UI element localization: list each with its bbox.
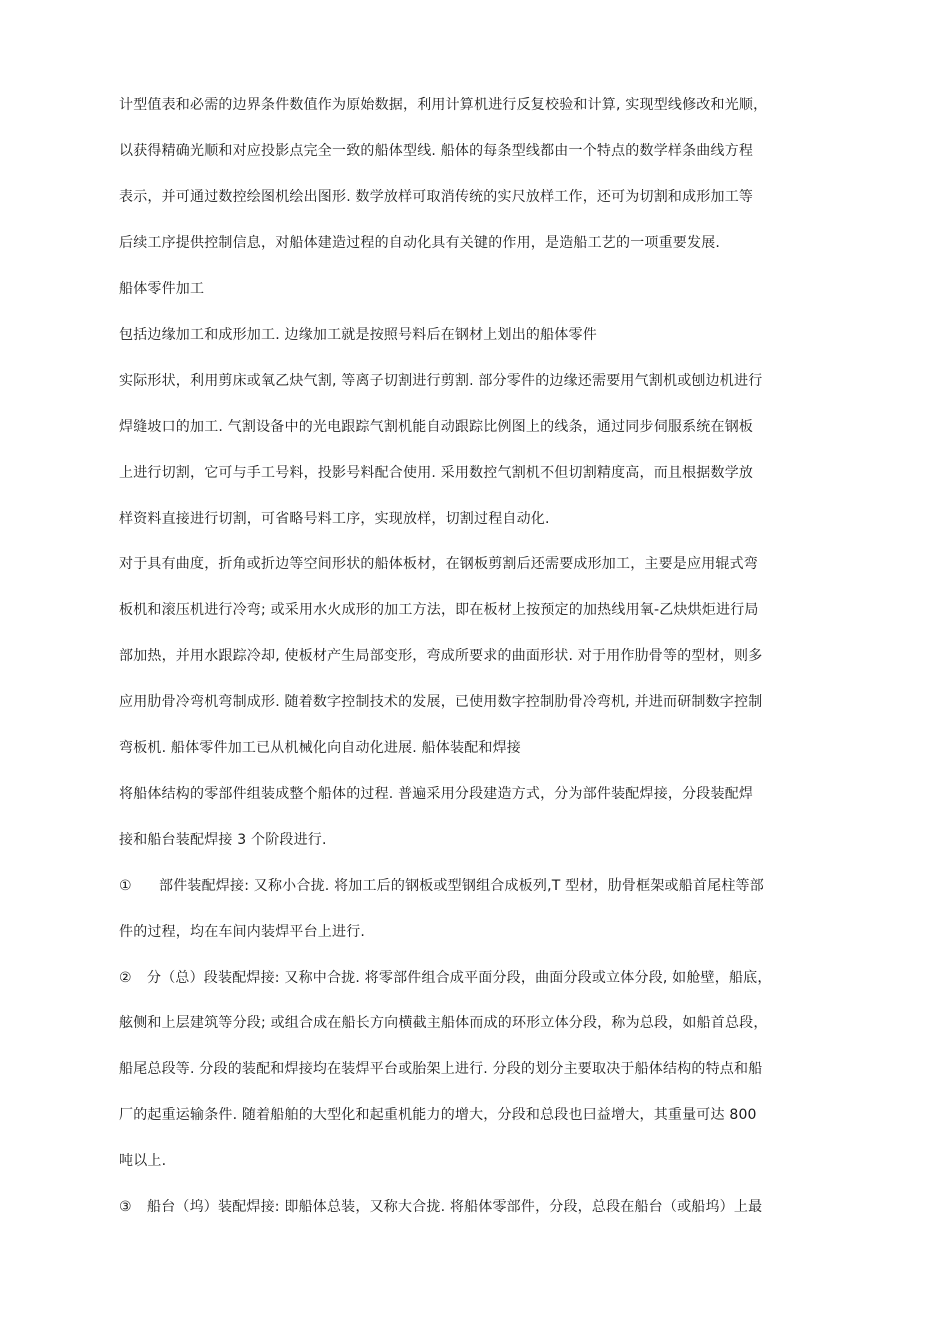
text-line-2: 以获得精确光顺和对应投影点完全一致的船体型线. 船体的每条型线都由一个特点的数学样条曲线方程 (119, 143, 754, 159)
text-line-23: 厂的起重运输条件. 随着船舶的大型化和起重机能力的增大，分段和总段也曰益增大，其重量可达 800 (119, 1107, 757, 1123)
list-item-1-text: 部件装配焊接: 又称小合拢. 将加工后的钢板或型钢组合成板列,T 型材，肋骨框架或船首尾柱等部 (159, 878, 764, 894)
text-line-17: 接和船台装配焊接 3 个阶段进行. (119, 832, 327, 848)
text-line-3: 表示，并可通过数控绘图机绘出图形. 数学放样可取消传统的实尺放样工作，还可为切割和成形加工等 (119, 189, 754, 205)
text-line-15: 弯板机. 船体零件加工已从机械化向自动化进展. 船体装配和焊接 (119, 740, 521, 756)
list-item-3-text: 船台（坞）装配焊接: 即船体总装，又称大合拢. 将船体零部件，分段，总段在船台（或船坞）上最 (147, 1199, 763, 1215)
text-line-13: 部加热，并用水跟踪冷却, 使板材产生局部变形，弯成所要求的曲面形状. 对于用作肋骨等的型材，则多 (119, 648, 763, 664)
text-line-8: 焊缝坡口的加工. 气割设备中的光电跟踪气割机能自动跟踪比例图上的线条，通过同步伺服系统在钢板 (119, 419, 754, 435)
list-marker-3: ③ (119, 1199, 132, 1215)
list-marker-1: ① (119, 878, 132, 894)
text-line-7: 实际形状，利用剪床或氧乙炔气割, 等离子切割进行剪割. 部分零件的边缘还需要用气割机或刨边机进行 (119, 373, 763, 389)
text-line-4: 后续工序提供控制信息，对船体建造过程的自动化具有关键的作用，是造船工艺的一项重要发展. (119, 235, 721, 251)
list-item-2-text: 分（总）段装配焊接: 又称中合拢. 将零部件组合成平面分段，曲面分段或立体分段, 如舱壁，船底， (147, 970, 772, 986)
text-line-24: 吨以上. (119, 1153, 167, 1169)
text-line-14: 应用肋骨冷弯机弯制成形. 随着数字控制技术的发展，已使用数字控制肋骨冷弯机, 并进而研制数字控制 (119, 694, 763, 710)
text-line-11: 对于具有曲度，折角或折边等空间形状的船体板材，在钢板剪割后还需要成形加工，主要是应用辊式弯 (119, 556, 758, 572)
list-item-1 (119, 876, 831, 896)
list-marker-2: ② (119, 970, 132, 986)
list-item-3 (119, 1197, 831, 1217)
text-line-10: 样资料直接进行切割，可省略号料工序，实现放样，切割过程自动化. (119, 511, 550, 527)
text-line-1: 计型值表和必需的边界条件数值作为原始数据，利用计算机进行反复校验和计算, 实现型线修改和光顺， (119, 97, 768, 113)
section-heading-hull-parts: 船体零件加工 (119, 281, 205, 297)
text-line-6: 包括边缘加工和成形加工. 边缘加工就是按照号料后在钢材上划出的船体零件 (119, 327, 597, 343)
text-line-12: 板机和滚压机进行冷弯; 或采用水火成形的加工方法，即在板材上按预定的加热线用氧-乙炔烘炬进行局 (119, 602, 759, 618)
list-item-2 (119, 968, 831, 988)
text-line-9: 上进行切割，它可与手工号料，投影号料配合使用. 采用数控气割机不但切割精度高，而且根据数学放 (119, 465, 754, 481)
text-line-16: 将船体结构的零部件组装成整个船体的过程. 普遍采用分段建造方式，分为部件装配焊接，分段装配焊 (119, 786, 754, 802)
text-line-19: 件的过程，均在车间内装焊平台上进行. (119, 924, 366, 940)
text-line-22: 船尾总段等. 分段的装配和焊接均在装焊平台或胎架上进行. 分段的划分主要取决于船体结构的特点和船 (119, 1061, 763, 1077)
text-line-21: 舷侧和上层建筑等分段; 或组合成在船长方向横截主船体而成的环形立体分段，称为总段，如船首总段， (119, 1015, 768, 1031)
